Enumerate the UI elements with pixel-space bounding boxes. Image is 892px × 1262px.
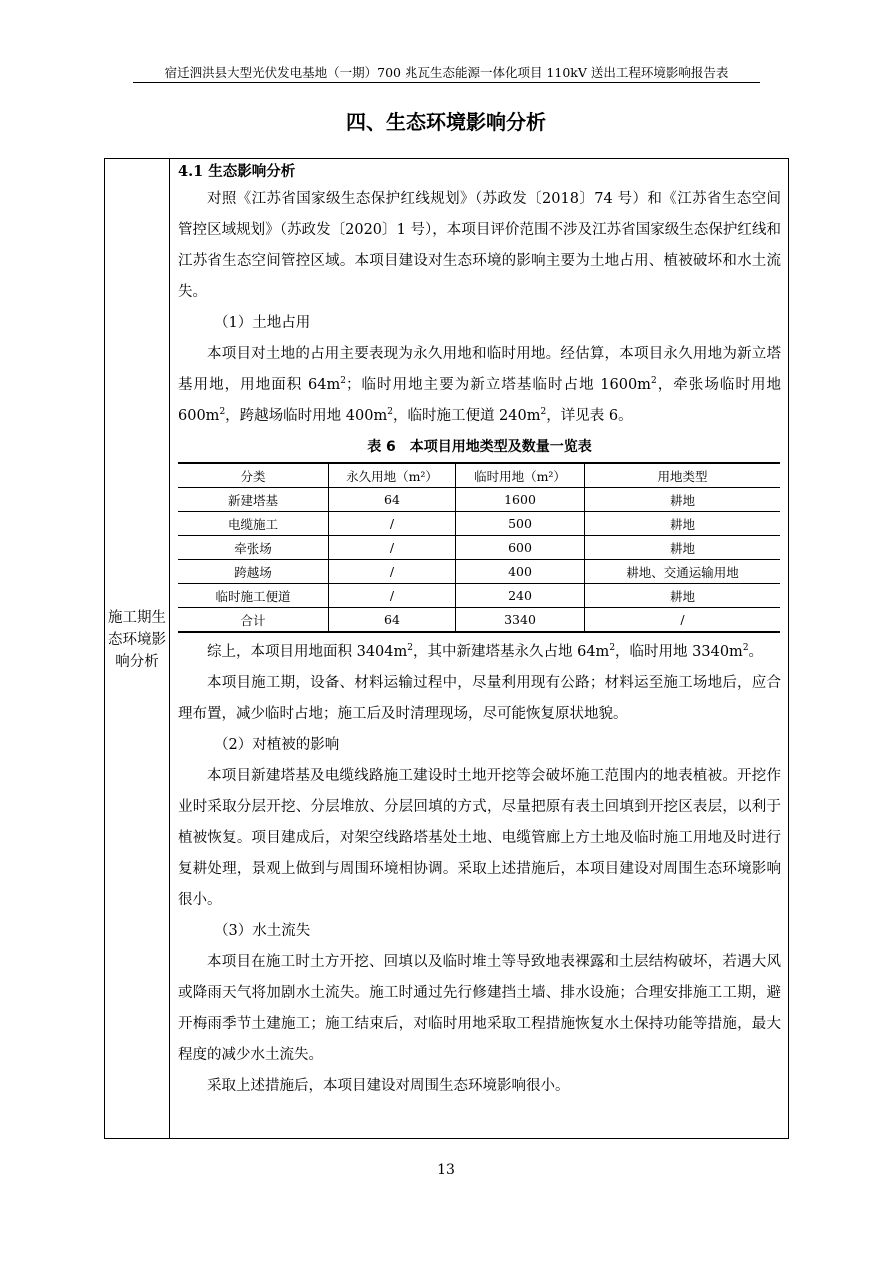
table-cell: 合计 [178, 608, 329, 633]
intro-paragraph: 对照《江苏省国家级生态保护红线规划》（苏政发〔2018〕74 号）和《江苏省生态空间管控区域规划》（苏政发〔2020〕1 号），本项目评价范围不涉及江苏省国家级生态保护红线和江苏省生态空间管控区域。本项目建设对生态环境的影响主要为土地占用、植被破坏和水土流失。 [178, 191, 781, 300]
land-text-c: ，牵张场临时用地 600m [178, 377, 782, 424]
table-header-cell: 用地类型 [585, 463, 781, 488]
sup: 2 [742, 643, 749, 654]
land-text-d: ，跨越场临时用地 400m [225, 408, 388, 424]
land-text-f: ，详见表 6。 [546, 408, 633, 424]
table-cell: 3340 [456, 608, 585, 633]
table-cell: 240 [456, 584, 585, 608]
sup: 2 [407, 643, 413, 654]
table-cell: 牵张场 [178, 536, 329, 560]
table-cell: 500 [456, 512, 585, 536]
table-cell: 400 [456, 560, 585, 584]
table-cell: 耕地 [585, 584, 781, 608]
table-header-cell: 临时用地（m²） [456, 463, 585, 488]
summary-text-a: 综上，本项目用地面积 3404m [207, 644, 408, 660]
running-header: 宿迁泗洪县大型光伏发电基地（一期）700 兆瓦生态能源一体化项目 110kV 送出工程环境影响报告表 [164, 65, 729, 80]
table-header-cell: 分类 [178, 463, 329, 488]
vegetation-paragraph: 本项目新建塔基及电缆线路施工建设时土地开挖等会破坏施工范围内的地表植被。开挖作业时采取分层开挖、分层堆放、分层回填的方式，尽量把原有表土回填到开挖区表层，以利于植被恢复。项目建成后，对架空线路塔基处土地、电缆管廊上方土地及临时施工用地及时进行复耕处理，景观上做到与周围环境相协调。采取上述措施后，本项目建设对周围生态环境影响很小。 [178, 768, 781, 908]
table-cell: 64 [329, 488, 456, 512]
land-text-b: ；临时用地主要为新立塔基临时占地 1600m [345, 377, 651, 393]
page-title: 四、生态环境影响分析 [346, 110, 546, 134]
table-cell: / [329, 536, 456, 560]
summary-text-d: 。 [748, 644, 764, 660]
table-cell: / [329, 512, 456, 536]
table-row [178, 560, 780, 584]
land-text-a: 本项目对土地的占用主要表现为永久用地和临时用地。经估算，本项目永久用地为新立塔基用地，用地面积 64m [178, 346, 781, 393]
table-cell: 耕地、交通运输用地 [585, 560, 781, 584]
table-cell: 64 [329, 608, 456, 633]
section-content [178, 160, 781, 1102]
erosion-paragraph: 本项目在施工时土方开挖、回填以及临时堆土等导致地表裸露和土层结构破坏，若遇大风或降雨天气将加剧水土流失。施工时通过先行修建挡土墙、排水设施；合理安排施工工期，避开梅雨季节土建施工；施工结束后，对临时用地采取工程措施恢复水土保持功能等措施，最大程度的减少水土流失。 [178, 954, 781, 1063]
table-cell: / [329, 560, 456, 584]
table-cell: 耕地 [585, 488, 781, 512]
summary-paragraph [178, 637, 781, 668]
page-number: 13 [437, 1162, 455, 1178]
table-cell: / [329, 584, 456, 608]
table-row [178, 536, 780, 560]
table-caption: 表 6 本项目用地类型及数量一览表 [367, 439, 592, 455]
summary-text-b: ，其中新建塔基永久占地 64m [413, 644, 610, 660]
sup: 2 [609, 643, 616, 654]
table-cell: 600 [456, 536, 585, 560]
table-cell: 跨越场 [178, 560, 329, 584]
land-paragraph [178, 339, 781, 432]
section-heading: 4.1 生态影响分析 [178, 163, 296, 180]
subsection-land-title: （1）土地占用 [214, 315, 311, 331]
table-header-row [178, 463, 780, 488]
measures-paragraph: 本项目施工期，设备、材料运输过程中，尽量利用现有公路；材料运至施工场地后，应合理布置，减少临时占地；施工后及时清理现场，尽可能恢复原状地貌。 [178, 675, 781, 722]
sup: 2 [219, 407, 226, 418]
table-cell: 电缆施工 [178, 512, 329, 536]
subsection-vegetation-title: （2）对植被的影响 [214, 737, 340, 753]
sup: 2 [340, 376, 346, 387]
row-label [105, 607, 169, 673]
sup: 2 [650, 376, 657, 387]
table-total-row [178, 608, 780, 633]
table-cell: 耕地 [585, 512, 781, 536]
table-row [178, 584, 780, 608]
header-rule [133, 82, 760, 83]
sup: 2 [387, 407, 393, 418]
row-label-text: 施工期生 态环境影 响分析 [108, 610, 166, 670]
summary-text-c: ，临时用地 3340m [615, 644, 743, 660]
table-row [178, 512, 780, 536]
conclusion-paragraph: 采取上述措施后，本项目建设对周围生态环境影响很小。 [207, 1078, 570, 1094]
table-cell: 1600 [456, 488, 585, 512]
table-row [178, 488, 780, 512]
subsection-erosion-title: （3）水土流失 [214, 923, 311, 939]
table-cell: 临时施工便道 [178, 584, 329, 608]
land-text-e: ，临时施工便道 240m [392, 408, 541, 424]
land-use-table [178, 462, 780, 633]
table-cell: 新建塔基 [178, 488, 329, 512]
table-header-cell: 永久用地（m²） [329, 463, 456, 488]
table-cell: 耕地 [585, 536, 781, 560]
table-cell: / [585, 608, 781, 633]
column-divider [169, 158, 170, 1139]
sup: 2 [540, 407, 547, 418]
